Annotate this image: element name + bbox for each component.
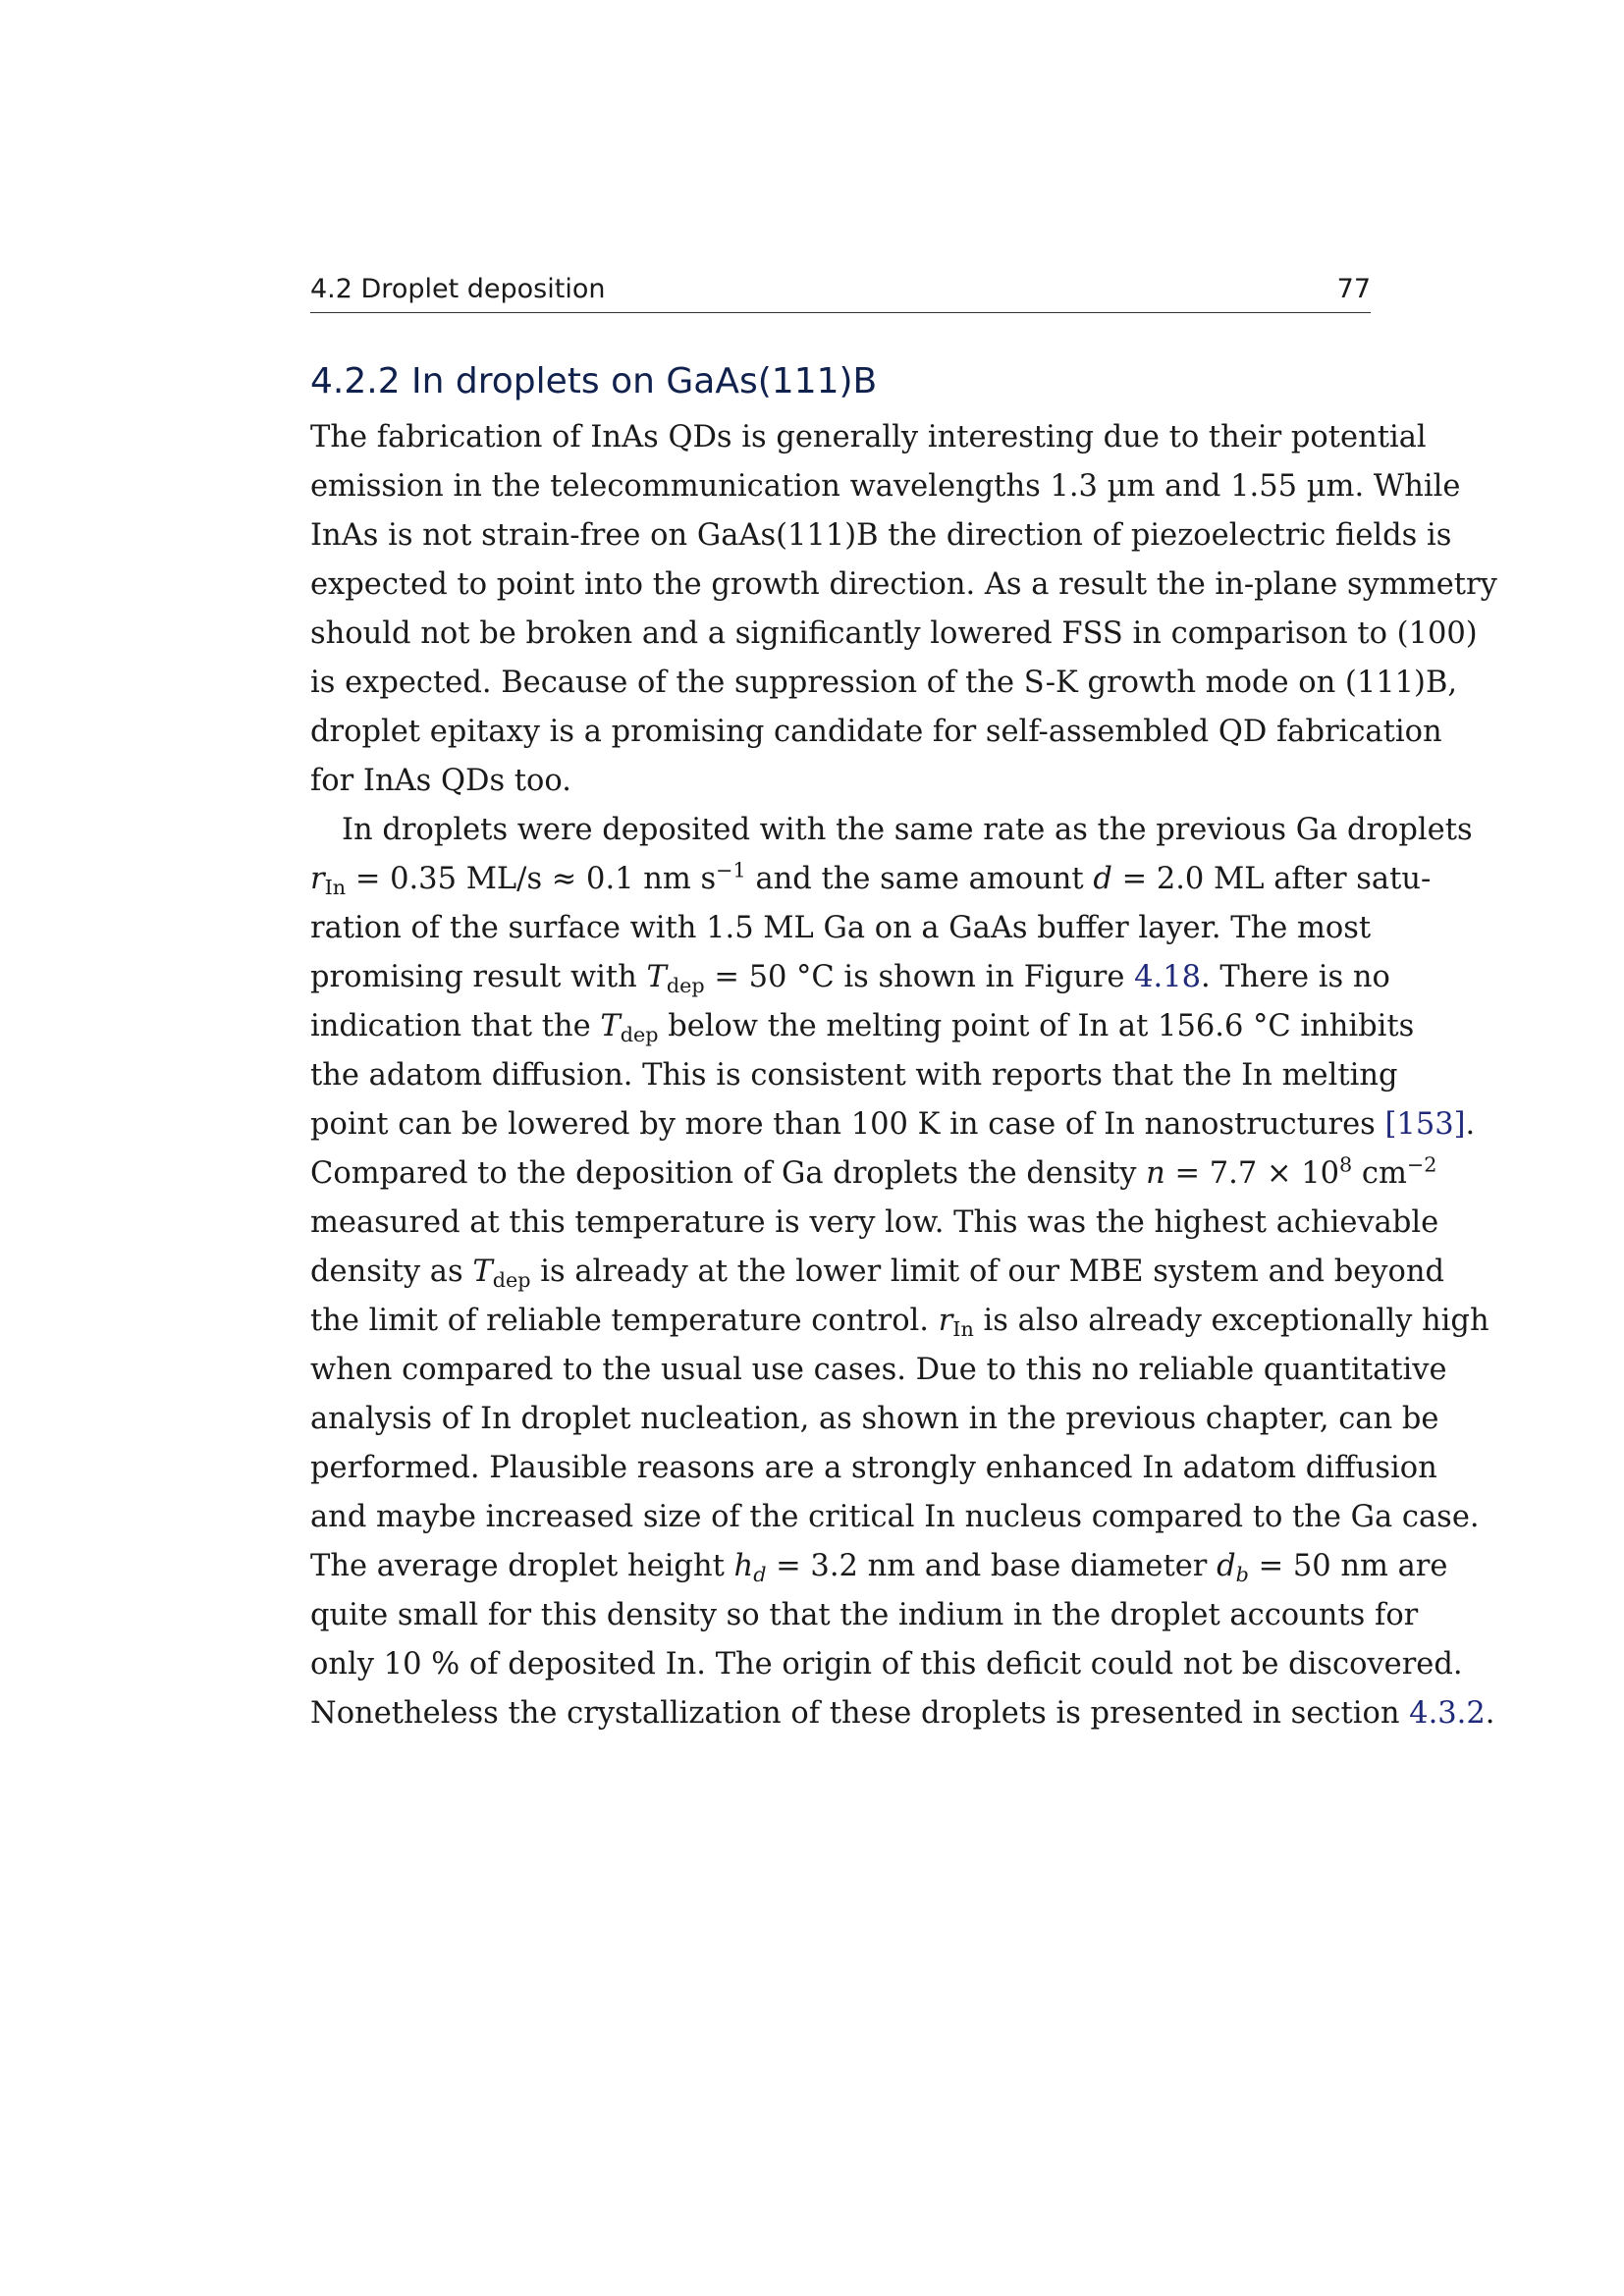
math-superscript: −1 — [716, 858, 746, 882]
text-run: cm — [1352, 1156, 1407, 1191]
text-line: quite small for this density so that the indium in the droplet accounts for — [310, 1598, 1419, 1632]
text-line — [310, 1297, 1489, 1346]
text-run: the limit of reliable temperature control. — [310, 1304, 939, 1338]
text-line — [310, 1689, 1495, 1738]
text-run: below the melting point of In at 156.6 °C inhibits — [658, 1009, 1415, 1043]
text-run: . — [1465, 1107, 1476, 1142]
text-line: the adatom diffusion. This is consistent with reports that the In melting — [310, 1058, 1398, 1093]
section-reference-link[interactable]: 4.3.2 — [1409, 1696, 1486, 1731]
page-number: 77 — [1336, 274, 1371, 304]
text-line: In droplets were deposited with the same rate as the previous Ga droplets — [342, 813, 1473, 847]
text-run: = 50 nm are — [1248, 1549, 1448, 1583]
text-line: should not be broken and a significantly lowered FSS in comparison to (100) — [310, 616, 1478, 651]
text-run: = 0.35 ML/s ≈ 0.1 nm s — [346, 862, 717, 896]
text-line: measured at this temperature is very low. This was the highest achievable — [310, 1205, 1439, 1240]
text-line: expected to point into the growth direction. As a result the in-plane symmetry — [310, 567, 1497, 602]
math-symbol: T — [646, 960, 667, 994]
math-superscript: 8 — [1339, 1152, 1353, 1177]
text-run: Nonetheless the crystallization of these droplets is presented in section — [310, 1696, 1410, 1731]
text-line: The fabrication of InAs QDs is generally interesting due to their potential — [310, 420, 1427, 454]
text-line — [310, 1542, 1448, 1591]
running-header-section: 4.2 Droplet deposition — [310, 274, 606, 304]
text-run: Compared to the deposition of Ga droplets the density — [310, 1156, 1147, 1191]
text-line — [310, 1002, 1415, 1051]
text-line: droplet epitaxy is a promising candidate for self-assembled QD fabrication — [310, 715, 1442, 749]
math-subscript: d — [753, 1563, 767, 1587]
text-line: only 10 % of deposited In. The origin of this deficit could not be discovered. — [310, 1647, 1463, 1682]
text-run: indication that the — [310, 1009, 601, 1043]
text-run: The average droplet height — [310, 1549, 734, 1583]
text-line: analysis of In droplet nucleation, as shown in the previous chapter, can be — [310, 1402, 1439, 1436]
text-run: promising result with — [310, 960, 647, 994]
math-symbol: T — [600, 1009, 621, 1043]
paragraph-2 — [310, 806, 1495, 1738]
text-run: point can be lowered by more than 100 K in case of In nanostructures — [310, 1107, 1385, 1142]
text-run: is also already exceptionally high — [973, 1304, 1489, 1338]
math-subscript: dep — [666, 974, 705, 998]
citation-link[interactable]: [153] — [1384, 1107, 1466, 1142]
text-line: InAs is not strain-free on GaAs(111)B the direction of piezoelectric fields is — [310, 518, 1452, 553]
math-subscript: In — [324, 876, 347, 900]
text-run: density as — [310, 1255, 473, 1289]
text-line: and maybe increased size of the critical In nucleus compared to the Ga case. — [310, 1500, 1480, 1534]
math-subscript: dep — [492, 1268, 531, 1293]
section-title: 4.2.2 In droplets on GaAs(111)B — [310, 361, 878, 401]
running-header — [310, 273, 1371, 313]
text-line — [310, 855, 1432, 904]
text-line — [310, 1100, 1476, 1149]
text-line: is expected. Because of the suppression of the S-K growth mode on (111)B, — [310, 666, 1458, 700]
text-line: when compared to the usual use cases. Due to this no reliable quantitative — [310, 1353, 1447, 1387]
math-subscript: b — [1235, 1563, 1249, 1587]
text-run: = 50 °C is shown in Figure — [704, 960, 1135, 994]
math-symbol: h — [733, 1549, 754, 1583]
math-symbol: d — [1217, 1549, 1236, 1583]
paragraph-1 — [310, 413, 1497, 806]
math-symbol: d — [1093, 862, 1112, 896]
text-run: . — [1485, 1696, 1495, 1731]
text-line — [310, 1248, 1445, 1297]
math-superscript: −2 — [1406, 1152, 1437, 1177]
text-run: = 2.0 ML after satu- — [1111, 862, 1432, 896]
text-run: is already at the lower limit of our MBE system and beyond — [530, 1255, 1445, 1289]
math-symbol: r — [938, 1304, 953, 1338]
math-subscript: dep — [620, 1023, 659, 1047]
text-run: = 7.7 × 10 — [1164, 1156, 1340, 1191]
text-line: emission in the telecommunication wavelengths 1.3 µm and 1.55 µm. While — [310, 469, 1461, 504]
text-line: for InAs QDs too. — [310, 764, 571, 798]
math-symbol: T — [472, 1255, 493, 1289]
math-symbol: n — [1146, 1156, 1165, 1191]
text-line — [310, 953, 1390, 1002]
text-line: ration of the surface with 1.5 ML Ga on a GaAs buffer layer. The most — [310, 911, 1372, 945]
text-run: = 3.2 nm and base diameter — [766, 1549, 1218, 1583]
text-line: performed. Plausible reasons are a strongly enhanced In adatom diffusion — [310, 1451, 1437, 1485]
page — [310, 273, 1497, 1738]
math-symbol: r — [310, 862, 325, 896]
text-run: and the same amount — [745, 862, 1094, 896]
math-subscript: In — [952, 1317, 974, 1342]
text-run: . There is no — [1201, 960, 1390, 994]
text-line — [310, 1149, 1437, 1199]
figure-reference-link[interactable]: 4.18 — [1134, 960, 1202, 994]
